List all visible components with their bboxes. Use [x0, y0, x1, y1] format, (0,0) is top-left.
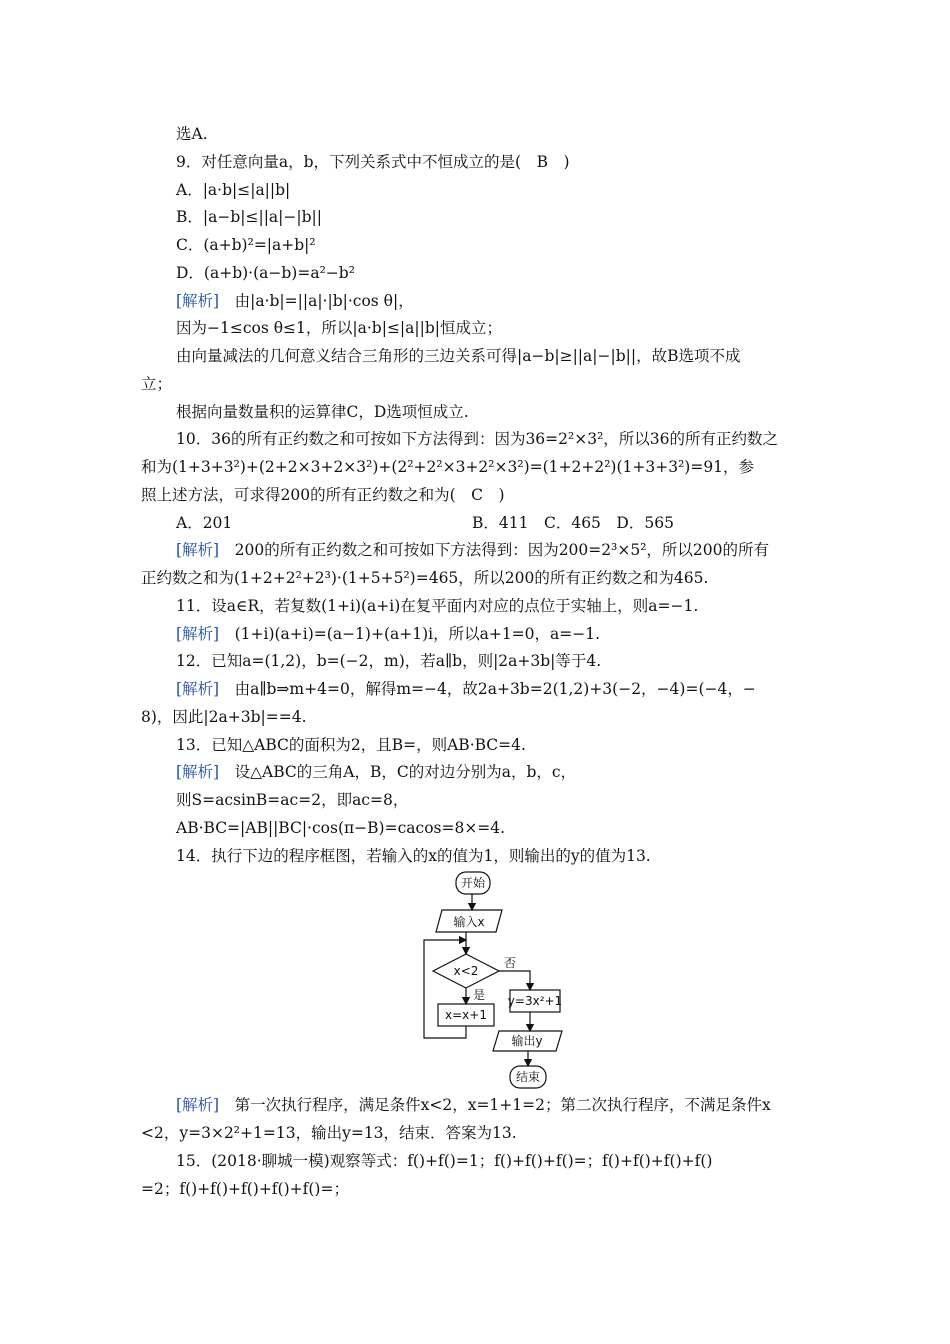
question-13: 13．已知△ABC的面积为2，且B=，则AB·BC=4.: [176, 736, 526, 754]
text-line: =2；f()+f()+f()+f()+f()=；: [141, 1180, 349, 1198]
analysis-text: (1+i)(a+i)=(a−1)+(a+1)i，所以a+1=0，a=−1.: [219, 625, 601, 643]
question-11: 11．设a∈R，若复数(1+i)(a+i)在复平面内对应的点位于实轴上，则a=−1.: [176, 597, 699, 615]
option-a: A．201: [176, 514, 233, 532]
condition-label: x<2: [453, 964, 479, 978]
options-bcd: B．411 C．465 D．565: [472, 514, 674, 532]
text-line: <2，y=3×2²+1=13，输出y=13，结束．答案为13.: [141, 1124, 517, 1142]
assign-y-label: y=3x²+1: [507, 994, 563, 1008]
text-line: 因为−1≤cos θ≤1，所以|a·b|≤|a||b|恒成立；: [176, 319, 502, 337]
analysis-tag: [解析]: [176, 541, 220, 559]
no-label: 否: [504, 956, 517, 970]
question-12: 12．已知a=(1,2)，b=(−2，m)，若a∥b，则|2a+3b|等于4.: [176, 652, 602, 670]
assign-x-label: x=x+1: [445, 1008, 487, 1022]
analysis-tag: [解析]: [176, 1096, 220, 1114]
text-line: 选A.: [176, 125, 208, 143]
output-label: 输出y: [511, 1034, 543, 1048]
analysis-line: [176, 624, 600, 644]
text-line: 立；: [141, 375, 173, 393]
analysis-line: [176, 291, 414, 311]
analysis-text: 200的所有正约数之和可按如下方法得到：因为200=2³×5²，所以200的所有: [219, 541, 769, 559]
analysis-tag: [解析]: [176, 763, 220, 781]
text-line: 和为(1+3+3²)+(2+2×3+2×3²)+(2²+2²×3+2²×3²)=(1+2+2²)(1+3+3²)=91，参: [141, 458, 755, 476]
text-line: 照上述方法，可求得200的所有正约数之和为( C ): [141, 486, 505, 504]
analysis-text: 由a∥b⇒m+4=0，解得m=−4，故2a+3b=2(1,2)+3(−2，−4)=(−4，−: [219, 680, 756, 698]
question-9: 9．对任意向量a，b，下列关系式中不恒成立的是( B ): [176, 153, 570, 171]
yes-label: 是: [473, 988, 486, 1002]
option-c: C．(a+b)²=|a+b|²: [176, 236, 316, 254]
start-label: 开始: [460, 876, 486, 890]
question-14: 14．执行下边的程序框图，若输入的x的值为1，则输出的y的值为13.: [176, 847, 651, 865]
text-line: 根据向量数量积的运算律C，D选项恒成立.: [176, 403, 469, 421]
analysis-line: [176, 762, 576, 782]
analysis-line: [176, 540, 769, 560]
program-flowchart: [400, 868, 580, 1092]
analysis-line: [176, 1095, 771, 1115]
analysis-tag: [解析]: [176, 680, 220, 698]
question-10: 10．36的所有正约数之和可按如下方法得到：因为36=2²×3²，所以36的所有正约数之: [176, 430, 779, 448]
analysis-text: 设△ABC的三角A，B，C的对边分别为a，b，c，: [219, 763, 577, 781]
question-15: 15．(2018·聊城一模)观察等式：f()+f()=1；f()+f()+f()=；f()+f()+f()+f(): [176, 1152, 713, 1170]
option-a: A．|a·b|≤|a||b|: [176, 181, 291, 199]
text-line: AB·BC=|AB||BC|·cos(π−B)=cacos=8×=4.: [176, 819, 506, 837]
analysis-text: 由|a·b|=||a|·|b|·cos θ|，: [219, 292, 414, 310]
analysis-tag: [解析]: [176, 625, 220, 643]
analysis-line: [176, 679, 756, 699]
option-d: D．(a+b)·(a−b)=a²−b²: [176, 264, 355, 282]
analysis-text: 第一次执行程序，满足条件x<2，x=1+1=2；第二次执行程序，不满足条件x: [219, 1096, 771, 1114]
text-line: 正约数之和为(1+2+2²+2³)·(1+5+5²)=465，所以200的所有正约数之和为465.: [141, 569, 709, 587]
text-line: 则S=acsinB=ac=2，即ac=8，: [176, 791, 409, 809]
analysis-tag: [解析]: [176, 292, 220, 310]
text-line: 8)，因此|2a+3b|==4.: [141, 708, 307, 726]
option-b: B．|a−b|≤||a|−|b||: [176, 208, 322, 226]
text-line: 由向量减法的几何意义结合三角形的三边关系可得|a−b|≥||a|−|b||，故B选项不成: [176, 347, 741, 365]
input-label: 输入x: [453, 915, 485, 929]
end-label: 结束: [515, 1070, 541, 1084]
